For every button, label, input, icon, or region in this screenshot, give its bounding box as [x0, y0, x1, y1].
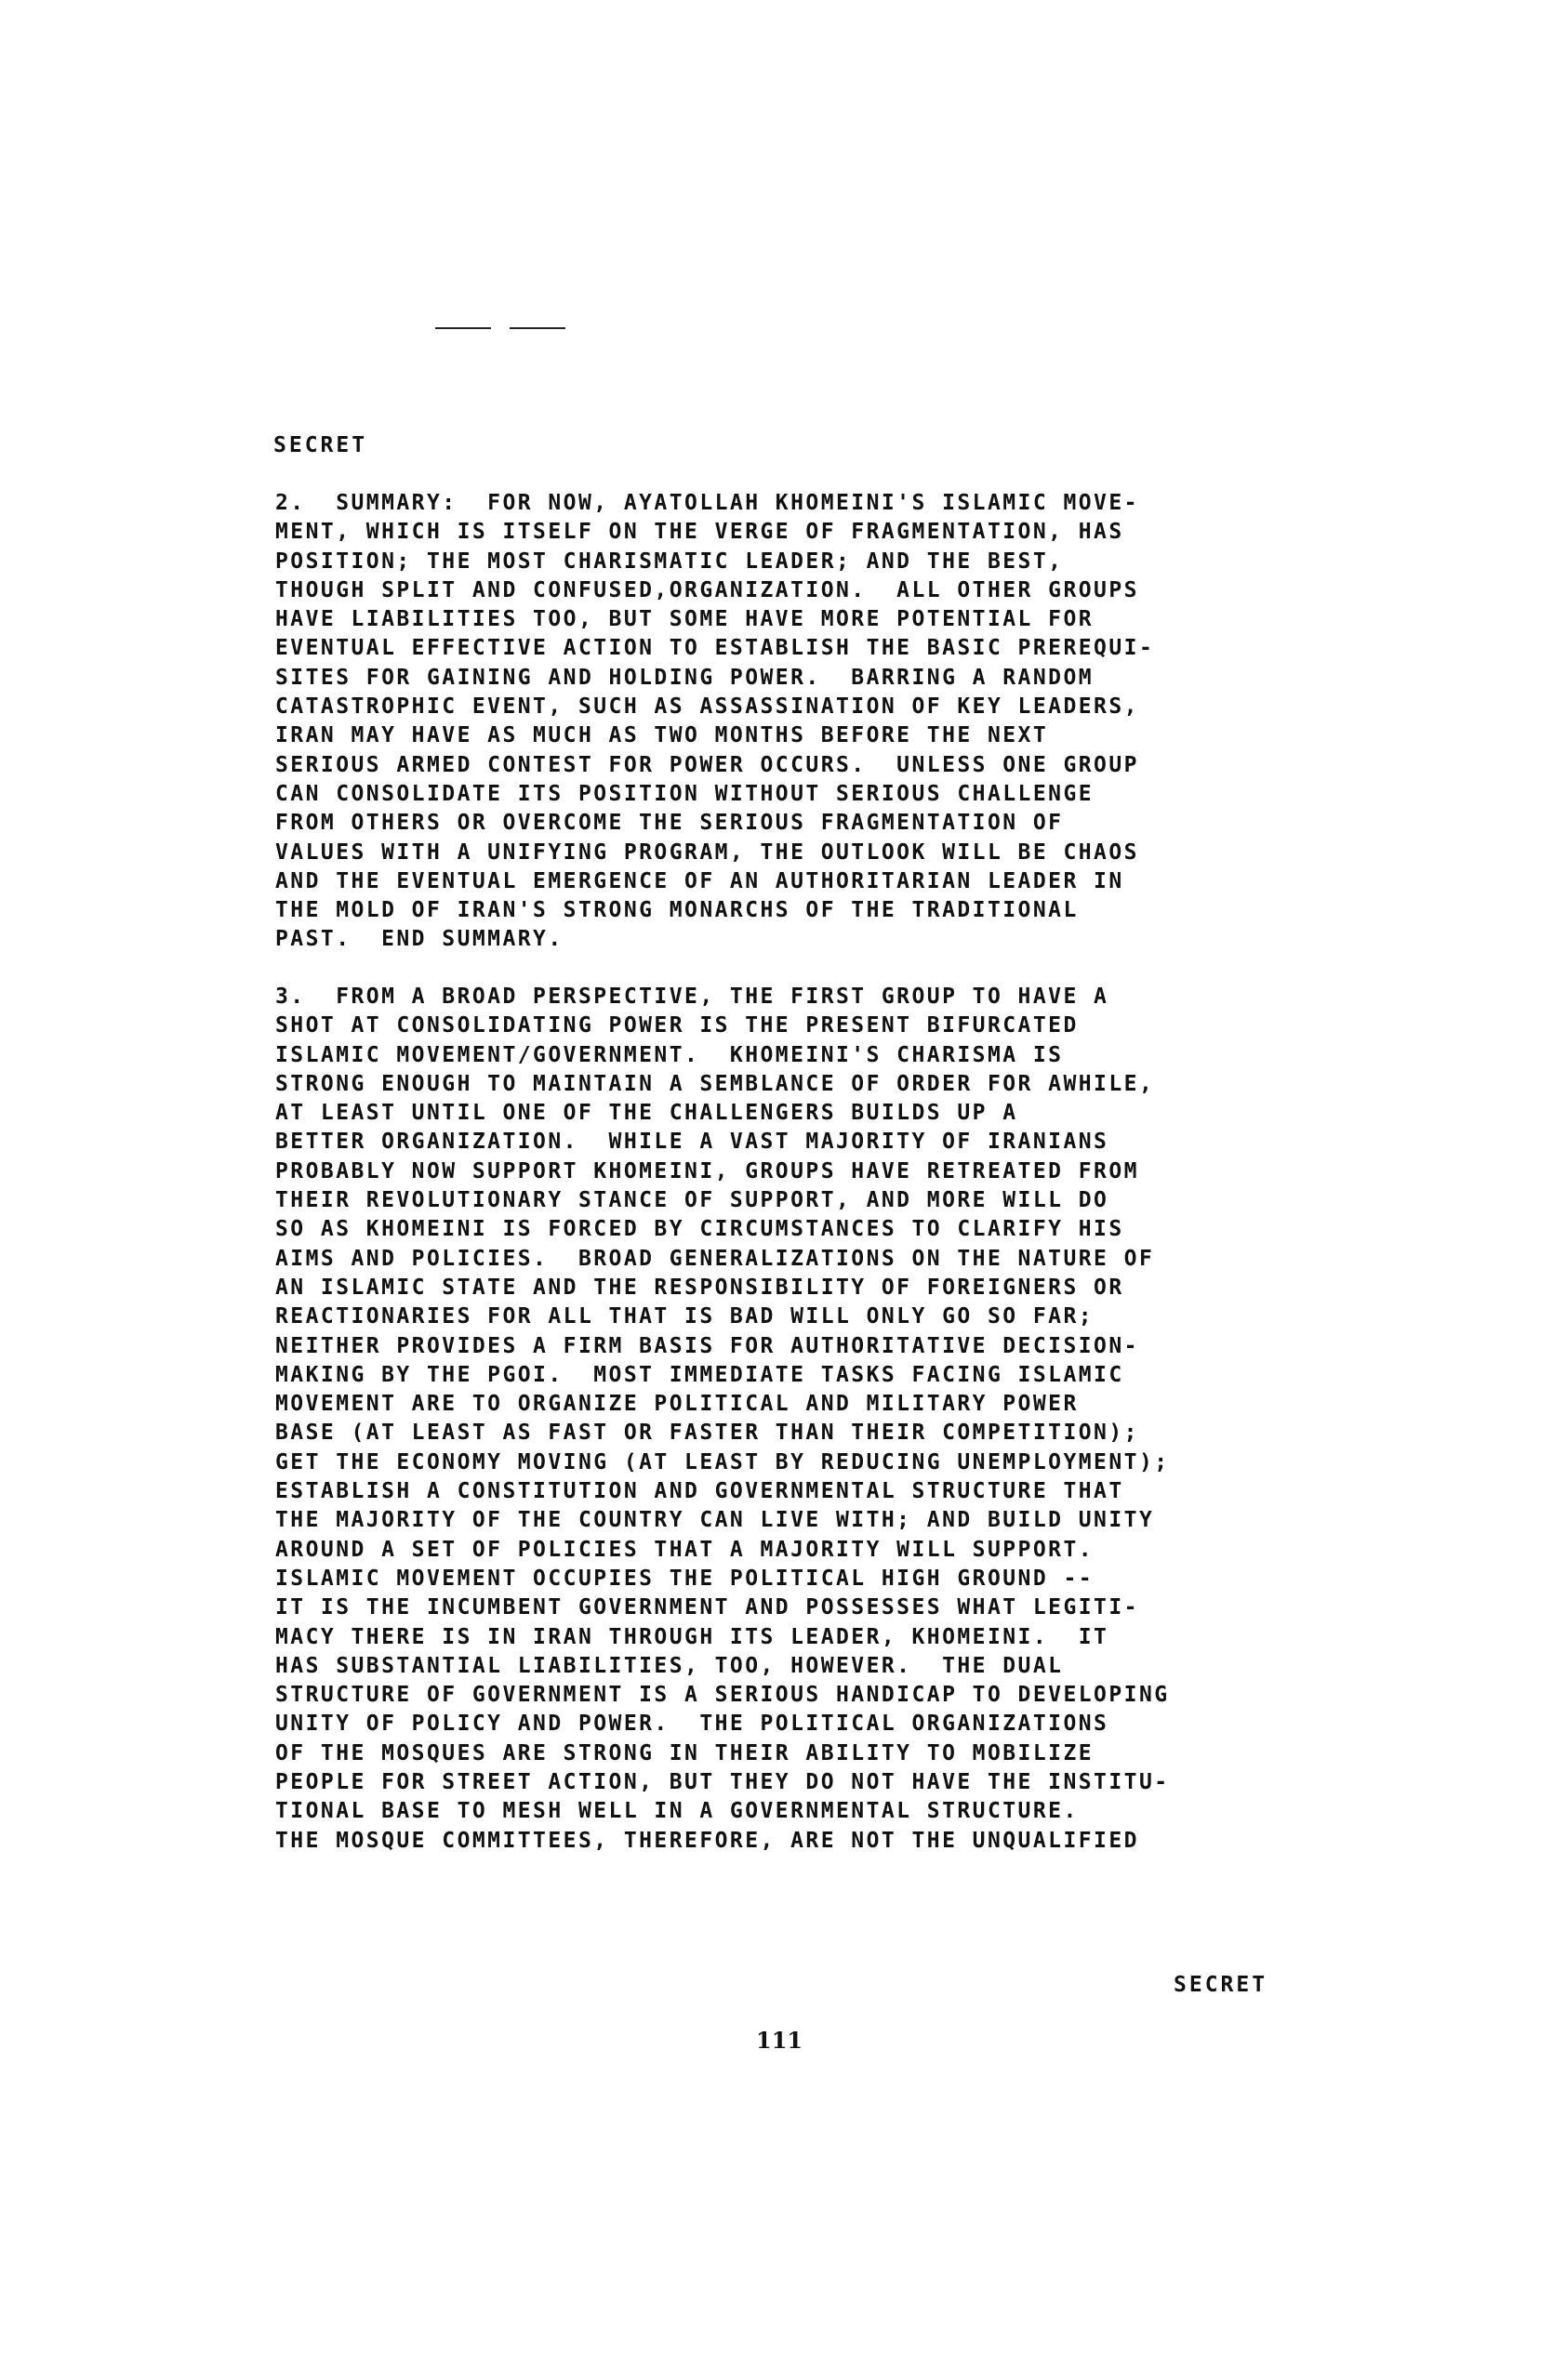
- text-line: NEITHER PROVIDES A FIRM BASIS FOR AUTHORITATIVE DECISION-: [275, 1333, 1139, 1358]
- text-line: STRONG ENOUGH TO MAINTAIN A SEMBLANCE OF ORDER FOR AWHILE,: [275, 1071, 1155, 1096]
- page-number: 111: [756, 2027, 803, 2054]
- text-line: PEOPLE FOR STREET ACTION, BUT THEY DO NOT HAVE THE INSTITU-: [275, 1770, 1170, 1795]
- paragraph-2: [275, 489, 1317, 955]
- text-line: POSITION; THE MOST CHARISMATIC LEADER; AND THE BEST,: [275, 549, 1064, 574]
- text-line: VALUES WITH A UNIFYING PROGRAM, THE OUTLOOK WILL BE CHAOS: [275, 840, 1139, 865]
- text-line: THOUGH SPLIT AND CONFUSED,ORGANIZATION. ALL OTHER GROUPS: [275, 577, 1139, 602]
- text-line: MAKING BY THE PGOI. MOST IMMEDIATE TASKS FACING ISLAMIC: [275, 1362, 1124, 1387]
- text-line: AIMS AND POLICIES. BROAD GENERALIZATIONS ON THE NATURE OF: [275, 1246, 1155, 1271]
- text-line: 3. FROM A BROAD PERSPECTIVE, THE FIRST GROUP TO HAVE A: [275, 985, 1109, 1009]
- text-line: HAVE LIABILITIES TOO, BUT SOME HAVE MORE POTENTIAL FOR: [275, 607, 1095, 632]
- header-dash: [435, 327, 491, 329]
- text-line: CAN CONSOLIDATE ITS POSITION WITHOUT SERIOUS CHALLENGE: [275, 781, 1095, 806]
- header-dash: [510, 327, 565, 329]
- text-line: MENT, WHICH IS ITSELF ON THE VERGE OF FRAGMENTATION, HAS: [275, 520, 1124, 545]
- text-line: BETTER ORGANIZATION. WHILE A VAST MAJORITY OF IRANIANS: [275, 1130, 1109, 1155]
- text-line: THE MOLD OF IRAN'S STRONG MONARCHS OF THE TRADITIONAL: [275, 898, 1079, 923]
- paragraph-3: [275, 983, 1317, 1856]
- text-line: AT LEAST UNTIL ONE OF THE CHALLENGERS BUILDS UP A: [275, 1101, 1018, 1126]
- text-line: SITES FOR GAINING AND HOLDING POWER. BARRING A RANDOM: [275, 665, 1095, 690]
- text-line: AN ISLAMIC STATE AND THE RESPONSIBILITY OF FOREIGNERS OR: [275, 1275, 1124, 1300]
- text-line: SHOT AT CONSOLIDATING POWER IS THE PRESENT BIFURCATED: [275, 1013, 1079, 1038]
- classification-marking-top: SECRET: [273, 433, 368, 457]
- text-line: CATASTROPHIC EVENT, SUCH AS ASSASSINATION OF KEY LEADERS,: [275, 694, 1139, 720]
- text-line: ISLAMIC MOVEMENT/GOVERNMENT. KHOMEINI'S CHARISMA IS: [275, 1042, 1064, 1067]
- text-line: IRAN MAY HAVE AS MUCH AS TWO MONTHS BEFORE THE NEXT: [275, 723, 1049, 748]
- text-line: GET THE ECONOMY MOVING (AT LEAST BY REDUCING UNEMPLOYMENT);: [275, 1449, 1170, 1474]
- text-line: THEIR REVOLUTIONARY STANCE OF SUPPORT, AND MORE WILL DO: [275, 1188, 1109, 1213]
- text-line: REACTIONARIES FOR ALL THAT IS BAD WILL ONLY GO SO FAR;: [275, 1304, 1095, 1329]
- text-line: PROBABLY NOW SUPPORT KHOMEINI, GROUPS HAVE RETREATED FROM: [275, 1158, 1139, 1183]
- text-line: OF THE MOSQUES ARE STRONG IN THEIR ABILITY TO MOBILIZE: [275, 1740, 1095, 1765]
- text-line: SERIOUS ARMED CONTEST FOR POWER OCCURS. UNLESS ONE GROUP: [275, 752, 1139, 777]
- text-line: IT IS THE INCUMBENT GOVERNMENT AND POSSESSES WHAT LEGITI-: [275, 1595, 1139, 1620]
- text-line: ISLAMIC MOVEMENT OCCUPIES THE POLITICAL HIGH GROUND --: [275, 1566, 1095, 1591]
- text-line: 2. SUMMARY: FOR NOW, AYATOLLAH KHOMEINI'S ISLAMIC MOVE-: [275, 491, 1139, 515]
- text-line: BASE (AT LEAST AS FAST OR FASTER THAN THEIR COMPETITION);: [275, 1421, 1139, 1446]
- classification-marking-bottom: SECRET: [1174, 1973, 1268, 1997]
- text-line: EVENTUAL EFFECTIVE ACTION TO ESTABLISH THE BASIC PREREQUI-: [275, 636, 1155, 661]
- text-line: PAST. END SUMMARY.: [275, 927, 564, 952]
- text-line: MACY THERE IS IN IRAN THROUGH ITS LEADER, KHOMEINI. IT: [275, 1624, 1109, 1649]
- text-line: HAS SUBSTANTIAL LIABILITIES, TOO, HOWEVER. THE DUAL: [275, 1653, 1064, 1678]
- text-line: AND THE EVENTUAL EMERGENCE OF AN AUTHORITARIAN LEADER IN: [275, 868, 1124, 893]
- text-line: FROM OTHERS OR OVERCOME THE SERIOUS FRAGMENTATION OF: [275, 811, 1064, 836]
- text-line: STRUCTURE OF GOVERNMENT IS A SERIOUS HANDICAP TO DEVELOPING: [275, 1683, 1170, 1708]
- text-line: UNITY OF POLICY AND POWER. THE POLITICAL ORGANIZATIONS: [275, 1712, 1109, 1737]
- text-line: MOVEMENT ARE TO ORGANIZE POLITICAL AND MILITARY POWER: [275, 1392, 1079, 1417]
- text-line: SO AS KHOMEINI IS FORCED BY CIRCUMSTANCES TO CLARIFY HIS: [275, 1217, 1124, 1242]
- text-line: THE MOSQUE COMMITTEES, THEREFORE, ARE NOT THE UNQUALIFIED: [275, 1828, 1139, 1853]
- text-line: ESTABLISH A CONSTITUTION AND GOVERNMENTAL STRUCTURE THAT: [275, 1479, 1124, 1504]
- text-line: AROUND A SET OF POLICIES THAT A MAJORITY WILL SUPPORT.: [275, 1537, 1095, 1562]
- text-line: TIONAL BASE TO MESH WELL IN A GOVERNMENTAL STRUCTURE.: [275, 1799, 1079, 1824]
- text-line: THE MAJORITY OF THE COUNTRY CAN LIVE WITH; AND BUILD UNITY: [275, 1508, 1155, 1533]
